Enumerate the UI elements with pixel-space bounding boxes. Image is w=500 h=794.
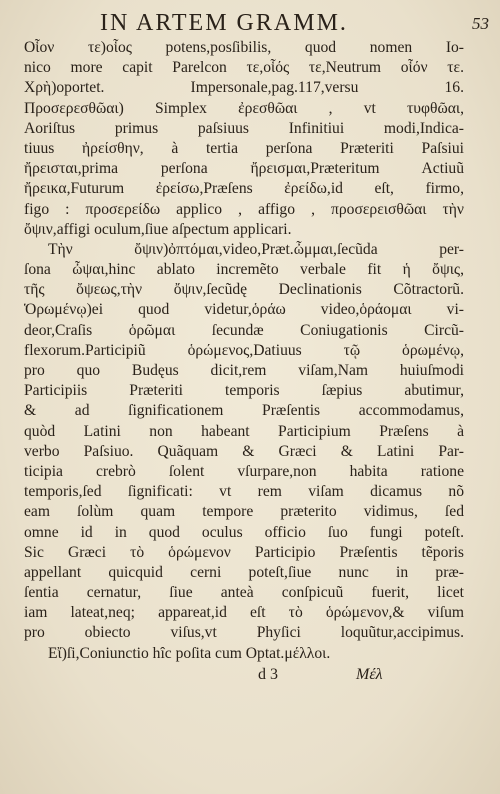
page-header xyxy=(0,6,500,36)
text-line: Οἷον τε)οἷος potens,posſibilis, quod nomen Io- xyxy=(24,39,464,56)
text-line: ticipia crebrò ſolent vſurpare,non habita ratione xyxy=(24,462,464,480)
text-line: ſentia cernatur, ſiue anteà conſpicuũ fuerit, licet xyxy=(24,584,464,602)
text-line: ἤρεικα,Futurum ἐρείσω,Præſens ἐρείδω,id eſt, firmo, xyxy=(24,180,464,198)
text-line: ὄψιν,affigi oculum,ſiue aſpectum applicari. xyxy=(24,220,292,238)
commentary-text xyxy=(24,38,464,664)
running-head: IN ARTEM GRAMM. xyxy=(100,10,348,36)
text-line: Χρὴ)oportet. Impersonale,pag.117,versu 16. xyxy=(24,79,464,97)
text-line: ſona ὦψαι,hinc ablato incremẽto verbale fit ἡ ὄψις, xyxy=(24,261,464,279)
text-line: Προσερεσθῶαι) Simplex ἐρεσθῶαι , vt τυφθῶαι, xyxy=(24,99,464,117)
text-line: omne id in quod oculus officio ſuo fungi poteſt. xyxy=(24,523,464,541)
text-line: τῆς ὄψεως,τὴν ὄψιν,ſecũdę Declinationis Cõtractorũ. xyxy=(24,281,464,299)
text-line: & ad ſignificationem Præſentis accommodamus, xyxy=(24,402,464,420)
page-footer xyxy=(0,666,500,690)
text-line: appellant quicquid cerni poteſt,ſiue nunc in præ- xyxy=(24,563,464,581)
text-line: ἤρεισται,prima perſona ἤρεισμαι,Præteritum Actiuũ xyxy=(24,160,464,178)
catchword: Μέλ xyxy=(356,666,383,683)
text-line: deor,Craſis ὁρῶμαι ſecundæ Coniugationis Circũ- xyxy=(24,321,464,339)
text-line: Εἴ)ſi,Coniunctio hîc poſita cum Optat.μέλλοι. xyxy=(48,644,331,662)
text-line: verbo Paſsiuo. Quãquam & Græci & Latini Par- xyxy=(24,442,464,460)
text-line: Participiis Præteriti temporis ſæpius abutimur, xyxy=(24,382,464,400)
text-line: Τὴν ὄψιν)ὀπτόμαι,video,Præt.ὦμμαι,ſecũda per- xyxy=(48,240,464,258)
text-line: temporis,ſed ſignificati: vt rem viſam dicamus nõ xyxy=(24,483,464,501)
text-line: nico more capit Parelcon τε,οἷός τε,Neutrum οἷόν τε. xyxy=(24,59,464,77)
text-line: flexorum.Participiũ ὁρώμενος,Datiuus τῷ ὁρωμένῳ, xyxy=(24,341,464,359)
text-line: Aoriſtus primus paſsiuus Infinitiui modi,Indica- xyxy=(24,119,464,137)
text-line: Sic Græci τὸ ὁρώμενον Participio Præſentis tẽporis xyxy=(24,543,464,561)
text-line: pro quo Budęus dicit,rem viſam,Nam huiuſmodi xyxy=(24,362,464,379)
text-line: pro obiecto viſus,vt Phyſici loquũtur,accipimus. xyxy=(24,624,464,642)
text-line: iam lateat,neq; appareat,id eſt τὸ ὁρώμενον,& viſum xyxy=(24,604,464,622)
text-line: figo : προσερείδω applico , affigo , προσερεισθῶαι τὴν xyxy=(24,200,464,218)
text-line: eam ſolùm quam tempore præterito vidimus, ſed xyxy=(24,503,464,521)
text-line: tiuus ἠρείσθην, à tertia perſona Præteriti Paſsiui xyxy=(24,139,464,157)
text-line: quòd Latini non habeant Participium Præſens à xyxy=(24,422,464,440)
signature-mark: d 3 xyxy=(258,666,278,683)
page-number: 53 xyxy=(472,14,489,33)
text-line: Ὁρωμένῳ)ei quod videtur,ὁράω video,ὁράομαι vi- xyxy=(24,301,464,319)
